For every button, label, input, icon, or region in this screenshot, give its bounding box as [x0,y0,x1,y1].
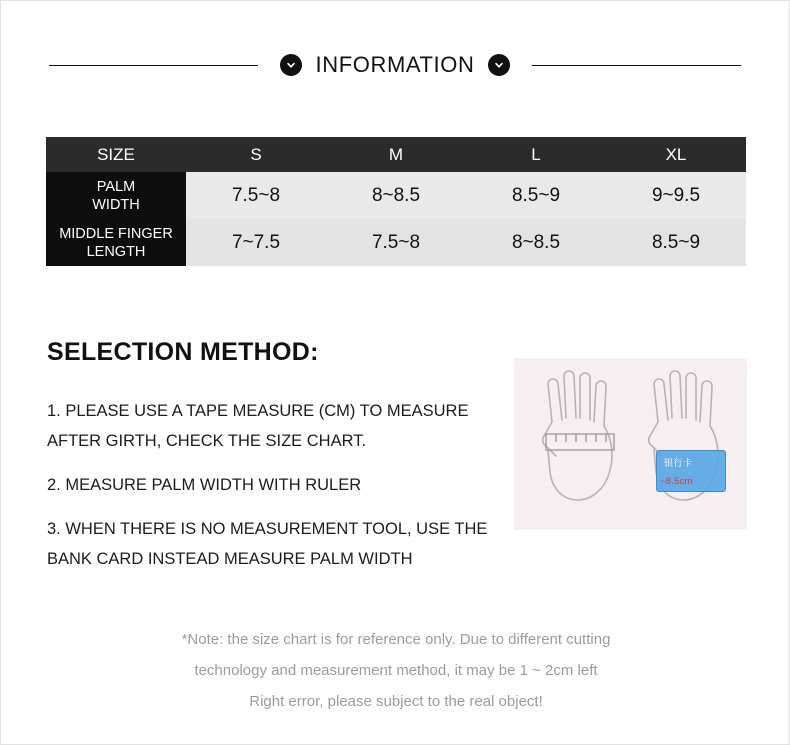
selection-step-2: 2. MEASURE PALM WIDTH WITH RULER [47,476,362,494]
disclaimer-note [61,624,731,717]
cell-finger-l: 8~8.5 [466,219,606,266]
column-header-l: L [466,137,606,172]
cell-palm-xl: 9~9.5 [606,172,746,219]
table-row [46,172,746,219]
cell-finger-s: 7~7.5 [186,219,326,266]
selection-step-1: 1. PLEASE USE A TAPE MEASURE (CM) TO MEASURE AFTER GIRTH, CHECK THE SIZE CHART. [47,402,469,450]
cell-finger-xl: 8.5~9 [606,219,746,266]
row-label-line1: PALM [96,178,136,195]
size-table [46,137,746,266]
column-header-size: SIZE [46,137,186,172]
selection-step-3: 3. WHEN THERE IS NO MEASUREMENT TOOL, USE THE BANK CARD INSTEAD MEASURE PALM WIDTH [47,520,488,568]
hand-with-tape-icon [526,364,630,524]
cell-finger-m: 7.5~8 [326,219,466,266]
chevron-down-circle-icon [280,54,302,76]
cell-palm-m: 8~8.5 [326,172,466,219]
note-line-2: technology and measurement method, it may be 1 ~ 2cm left [194,662,598,679]
chevron-down-circle-icon-right [488,54,510,76]
header-rule-left [49,65,258,66]
row-label-middle-finger-length [46,219,186,266]
bank-card-measurement: ~8.5cm [660,476,693,487]
row-label-line2: WIDTH [92,196,140,213]
header-title-group [258,52,533,78]
row-label-line1: MIDDLE FINGER [59,225,173,242]
header-rule-right [532,65,741,66]
cell-palm-l: 8.5~9 [466,172,606,219]
selection-method-title: SELECTION METHOD: [47,338,319,366]
column-header-m: M [326,137,466,172]
column-header-xl: XL [606,137,746,172]
cell-palm-s: 7.5~8 [186,172,326,219]
bank-card-label: 银行卡 [664,458,693,468]
selection-method-steps [47,396,517,574]
column-header-s: S [186,137,326,172]
page-title: INFORMATION [315,52,475,77]
hand-with-card-icon [632,364,736,524]
row-label-line2: LENGTH [86,243,146,260]
note-line-1: *Note: the size chart is for reference only. Due to different cutting [181,631,611,648]
table-header-row [46,137,746,172]
note-line-3: Right error, please subject to the real object! [249,693,543,710]
size-chart [46,137,746,266]
section-header [49,45,741,85]
measurement-illustration [514,358,747,530]
table-row [46,219,746,266]
row-label-palm-width [46,172,186,219]
